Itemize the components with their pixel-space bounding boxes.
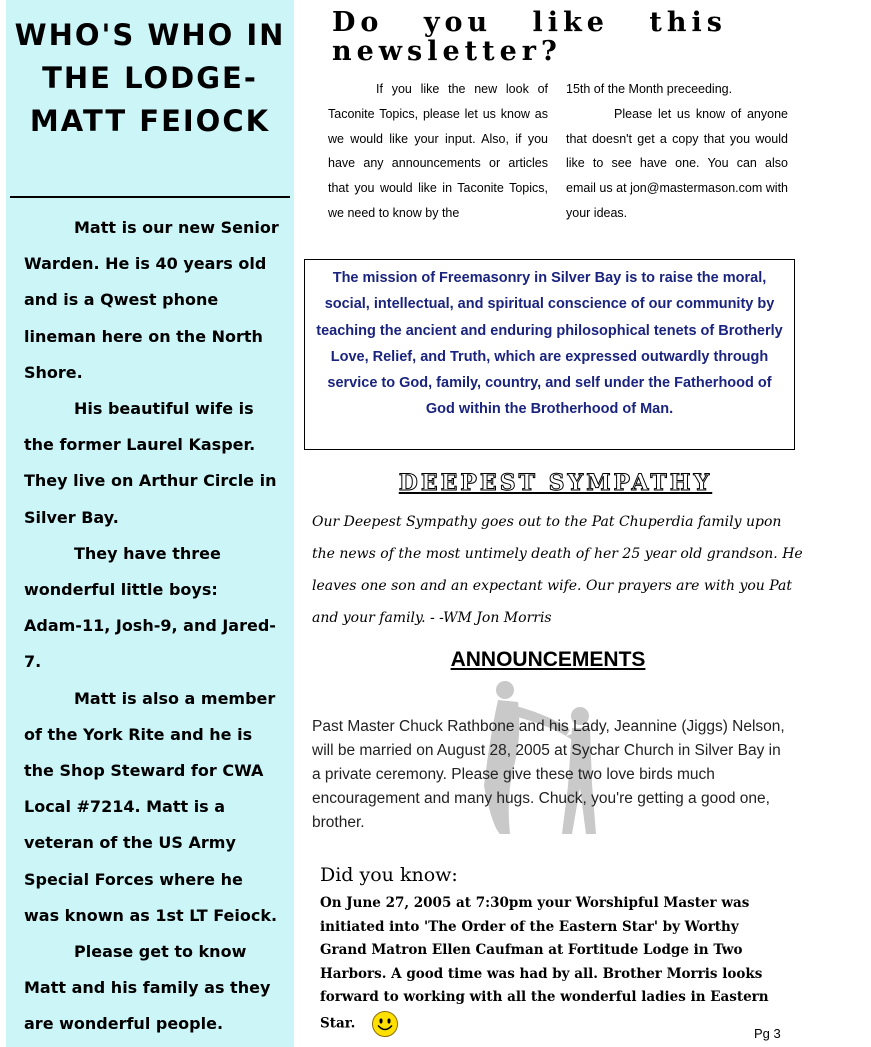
newsletter-col2-paragraph: 15th of the Month preceeding. (566, 82, 733, 96)
page-number: Pg 3 (754, 1026, 781, 1041)
sidebar-title: WHO'S WHO IN THE LODGE- MATT FEIOCK (14, 18, 286, 138)
newsletter-heading: Do you like this newsletter? (332, 7, 727, 67)
sympathy-body: Our Deepest Sympathy goes out to the Pat Chuperdia family upon the news of the most untimely death of her 25 year old grandson. He leaves one son and an expectant wife. Our prayers are with you Pat and your family. - -WM Jon Morris (312, 514, 803, 626)
newsletter-column-2 (566, 77, 788, 226)
did-you-know-text: On June 27, 2005 at 7:30pm your Worshipful Master was initiated into 'The Order of the Eastern Star' by Worthy Grand Matron Ellen Caufman at Fortitude Lodge in Two Harbors. A good time was had by all. Brother Morris looks forward to working with all the wonderful ladies in Eastern Star. (320, 895, 769, 1032)
sidebar-paragraph: His beautiful wife is the former Laurel Kasper. They live on Arthur Circle in Silver Bay. (24, 399, 277, 527)
sympathy-heading: DEEPEST SYMPATHY (398, 470, 713, 496)
newsletter-column-1: If you like the new look of Taconite Topics, please let us know as we would like your input. Also, if you have any announcements or articles that you would like in Taconite Topics, we need to know by the (328, 82, 548, 220)
sidebar-paragraph: They have three wonderful little boys: Adam-11, Josh-9, and Jared-7. (24, 543, 276, 672)
sidebar-paragraph: Matt is also a member of the York Rite and he is the Shop Steward for CWA Local #7214. Matt is a veteran of the US Army Special Forces where he was known as 1st LT Feiock. (24, 688, 278, 925)
announcements-heading: ANNOUNCEMENTS (450, 648, 646, 671)
sidebar-paragraph: Please get to know Matt and his family as they are wonderful people. (24, 942, 271, 1034)
sidebar-article (24, 210, 279, 1043)
did-you-know-body (320, 892, 780, 1038)
mission-statement-box: The mission of Freemasonry in Silver Bay is to raise the moral, social, intellectual, and spiritual conscience of our community by teaching the ancient and enduring philosophical tenets of Brotherly Love, Relief, and Truth, which are expressed outwardly through service to God, family, country, and self under the Fatherhood of God within the Brotherhood of Man. (304, 259, 795, 450)
smiley-face-icon (371, 1010, 399, 1038)
sidebar-divider (10, 196, 290, 198)
sidebar-paragraph: Matt is our new Senior Warden. He is 40 years old and is a Qwest phone lineman here on the North Shore. (24, 218, 279, 382)
announcements-body: Past Master Chuck Rathbone and his Lady, Jeannine (Jiggs) Nelson, will be married on August 28, 2005 at Sychar Church in Silver Bay in a private ceremony. Please give these two love birds much encouragement and many hugs. Chuck, you're getting a good one, brother. (312, 718, 785, 831)
did-you-know-heading: Did you know: (320, 864, 458, 886)
newsletter-col2-paragraph: Please let us know of anyone that doesn't get a copy that you would like to see have one. You can also email us at jon@mastermason.com with your ideas. (566, 106, 788, 220)
